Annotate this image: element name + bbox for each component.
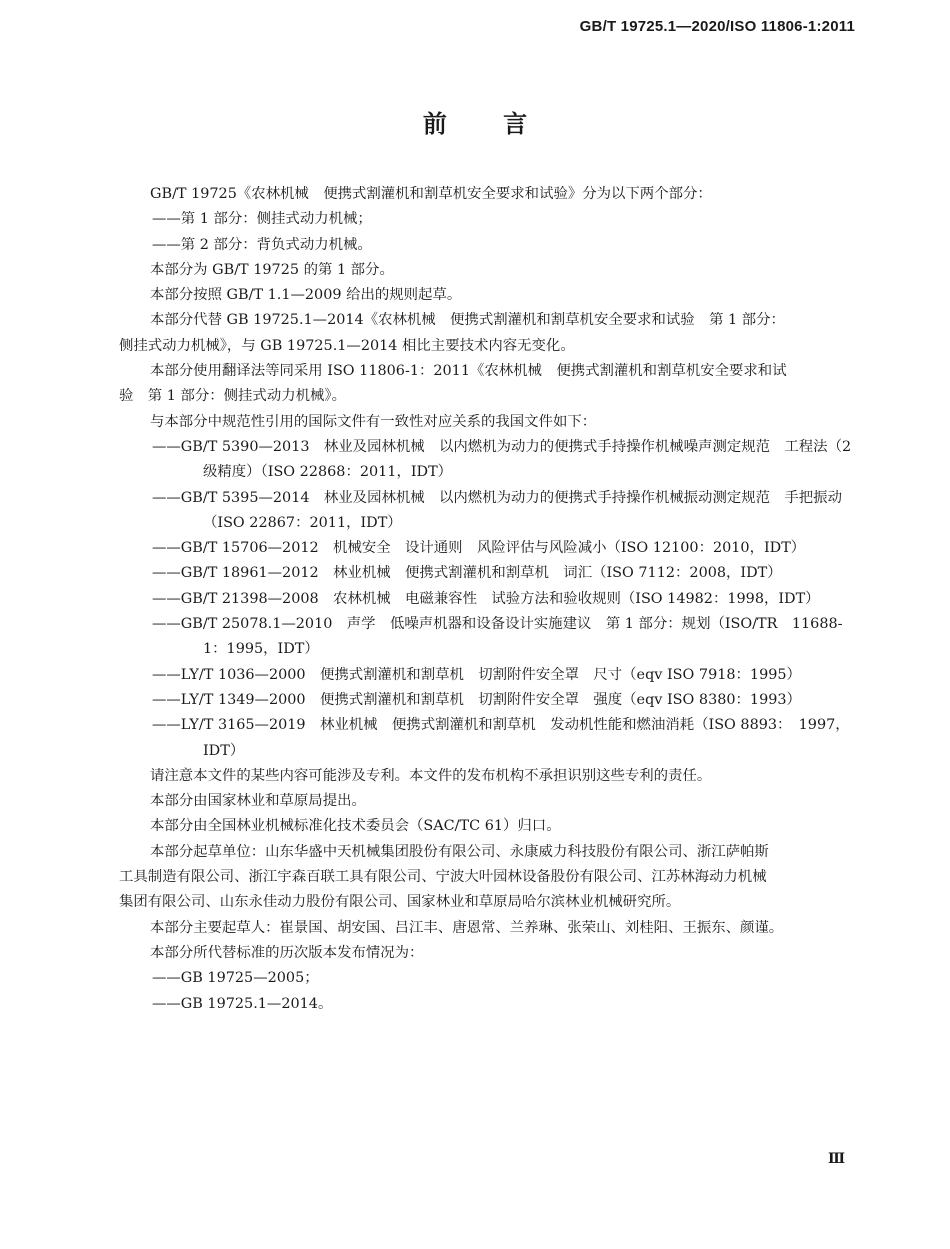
reference-item: ——GB/T 5395—2014 林业及园林机械 以内燃机为动力的便携式手持操作机械振动测定规范 手把振动（ISO 22867：2011，IDT） — [152, 489, 842, 531]
standard-code: GB/T 19725.1—2020/ISO 11806-1:2011 — [579, 18, 855, 35]
paragraph: 本部分为 GB/T 19725 的第 1 部分。 — [150, 261, 394, 278]
part-item: ——第 2 部分：背负式动力机械。 — [152, 236, 372, 253]
reference-item: ——GB/T 21398—2008 农林机械 电磁兼容性 试验方法和验收规则（ISO 14982：1998，IDT） — [152, 590, 820, 607]
paragraph: 本部分由国家林业和草原局提出。 — [150, 793, 366, 810]
foreword-body — [119, 182, 859, 1017]
part-item: ——第 1 部分：侧挂式动力机械； — [152, 211, 372, 228]
reference-item: ——GB/T 15706—2012 机械安全 设计通则 风险评估与风险减小（ISO 12100：2010，IDT） — [152, 540, 806, 557]
page-title — [0, 104, 950, 139]
paragraph-continued: 集团有限公司、山东永佳动力股份有限公司、国家林业和草原局哈尔滨林业机械研究所。 — [119, 894, 681, 911]
reference-item: ——LY/T 3165—2019 林业机械 便携式割灌机和割草机 发动机性能和燃油消耗（ISO 8893： 1997，IDT） — [152, 717, 850, 759]
paragraph: 本部分所代替标准的历次版本发布情况为： — [150, 944, 424, 961]
paragraph-continued: 工具制造有限公司、浙江宇森百联工具有限公司、宁波大叶园林设备股份有限公司、江苏林海动力机械 — [119, 869, 767, 886]
page-number: Ⅲ — [828, 1151, 846, 1167]
reference-item: ——GB/T 18961—2012 林业机械 便携式割灌机和割草机 词汇（ISO 7112：2008，IDT） — [152, 565, 782, 582]
paragraph: 本部分使用翻译法等同采用 ISO 11806-1：2011《农林机械 便携式割灌机和割草机安全要求和试 — [150, 363, 787, 380]
paragraph: 本部分起草单位：山东华盛中天机械集团股份有限公司、永康威力科技股份有限公司、浙江萨帕斯 — [150, 843, 769, 860]
title-char-1: 前 — [422, 110, 447, 138]
history-item: ——GB 19725—2005； — [152, 970, 319, 987]
paragraph: 本部分按照 GB/T 1.1—2009 给出的规则起草。 — [150, 287, 462, 304]
paragraph: 本部分主要起草人：崔景国、胡安国、吕江丰、唐恩常、兰养琳、张荣山、刘桂阳、王振东、颜谨。 — [150, 919, 784, 936]
paragraph-continued: 侧挂式动力机械》，与 GB 19725.1—2014 相比主要技术内容无变化。 — [119, 337, 575, 354]
reference-item: ——LY/T 1036—2000 便携式割灌机和割草机 切割附件安全罩 尺寸（eqv ISO 7918：1995） — [152, 666, 801, 683]
reference-item: ——GB/T 25078.1—2010 声学 低噪声机器和设备设计实施建议 第 1 部分：规划（ISO/TR 11688-1：1995，IDT） — [152, 616, 843, 658]
reference-item: ——LY/T 1349—2000 便携式割灌机和割草机 切割附件安全罩 强度（eqv ISO 8380：1993） — [152, 691, 801, 708]
paragraph: 与本部分中规范性引用的国际文件有一致性对应关系的我国文件如下： — [150, 413, 597, 430]
paragraph: 本部分由全国林业机械标准化技术委员会（SAC/TC 61）归口。 — [150, 818, 561, 835]
paragraph: 本部分代替 GB 19725.1—2014《农林机械 便携式割灌机和割草机安全要求和试验 第 1 部分： — [150, 312, 785, 329]
history-item: ——GB 19725.1—2014。 — [152, 995, 333, 1012]
title-char-2: 言 — [503, 110, 528, 138]
paragraph: GB/T 19725《农林机械 便携式割灌机和割草机安全要求和试验》分为以下两个部分： — [150, 186, 712, 202]
paragraph-continued: 验 第 1 部分：侧挂式动力机械》。 — [119, 388, 346, 405]
paragraph: 请注意本文件的某些内容可能涉及专利。本文件的发布机构不承担识别这些专利的责任。 — [150, 767, 712, 784]
reference-item: ——GB/T 5390—2013 林业及园林机械 以内燃机为动力的便携式手持操作机械噪声测定规范 工程法（2 级精度）（ISO 22868：2011，IDT） — [152, 438, 852, 481]
